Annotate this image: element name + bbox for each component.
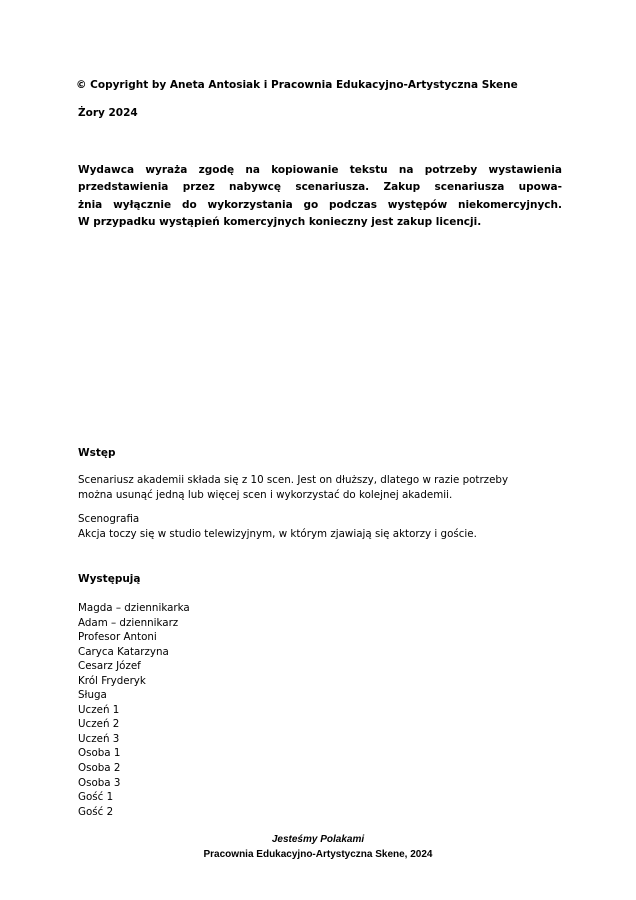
page-footer — [0, 832, 636, 862]
copyright-line: © Copyright by Aneta Antosiak i Pracownia Edukacyjno-Artystyczna Skene — [76, 79, 518, 91]
cast-item: Gość 2 — [78, 805, 114, 818]
license-notice-paragraph — [78, 162, 562, 232]
scenografia-label: Scenografia — [78, 513, 140, 525]
section-heading-wystepuja: Występują — [78, 573, 141, 585]
cast-item: Osoba 1 — [78, 747, 121, 760]
cast-item: Uczeń 2 — [78, 718, 120, 731]
cast-list — [78, 601, 190, 819]
scenografia-block — [78, 512, 578, 543]
cast-item: Osoba 2 — [78, 762, 121, 775]
intro-line: można usunąć jedną lub więcej scen i wykorzystać do kolejnej akademii. — [78, 489, 453, 502]
cast-item: Cesarz Józef — [78, 660, 141, 673]
cast-item: Osoba 3 — [78, 776, 121, 789]
cast-item: Król Fryderyk — [78, 674, 146, 687]
cast-item: Magda – dziennikarka — [78, 602, 190, 614]
cast-item: Uczeń 1 — [78, 703, 120, 716]
city-year-line: Żory 2024 — [78, 107, 138, 119]
section-heading-wstep: Wstęp — [78, 447, 116, 459]
play-title: Jesteśmy Polakami — [271, 834, 365, 845]
cast-item: Profesor Antoni — [78, 631, 157, 644]
license-line: żnia wyłącznie do wykorzystania go podczas występów niekomercyjnych. — [78, 198, 562, 211]
intro-paragraph — [78, 473, 578, 504]
cast-item: Gość 1 — [78, 791, 114, 804]
cast-item: Caryca Katarzyna — [78, 645, 169, 658]
cast-item: Uczeń 3 — [78, 732, 120, 745]
intro-line: Scenariusz akademii składa się z 10 scen. Jest on dłuższy, dlatego w razie potrzeby — [78, 474, 509, 486]
scenografia-line: Akcja toczy się w studio telewizyjnym, w którym zjawiają się aktorzy i goście. — [78, 528, 477, 541]
cast-item: Adam – dziennikarz — [78, 616, 179, 629]
cast-item: Sługa — [78, 689, 107, 702]
license-line: przedstawienia przez nabywcę scenariusza. Zakup scenariusza upowa- — [78, 181, 562, 194]
publisher-line: Pracownia Edukacyjno-Artystyczna Skene, 2024 — [203, 849, 433, 860]
license-line: W przypadku wystąpień komercyjnych konieczny jest zakup licencji. — [78, 216, 482, 229]
license-line: Wydawca wyraża zgodę na kopiowanie tekstu na potrzeby wystawienia — [78, 164, 562, 176]
